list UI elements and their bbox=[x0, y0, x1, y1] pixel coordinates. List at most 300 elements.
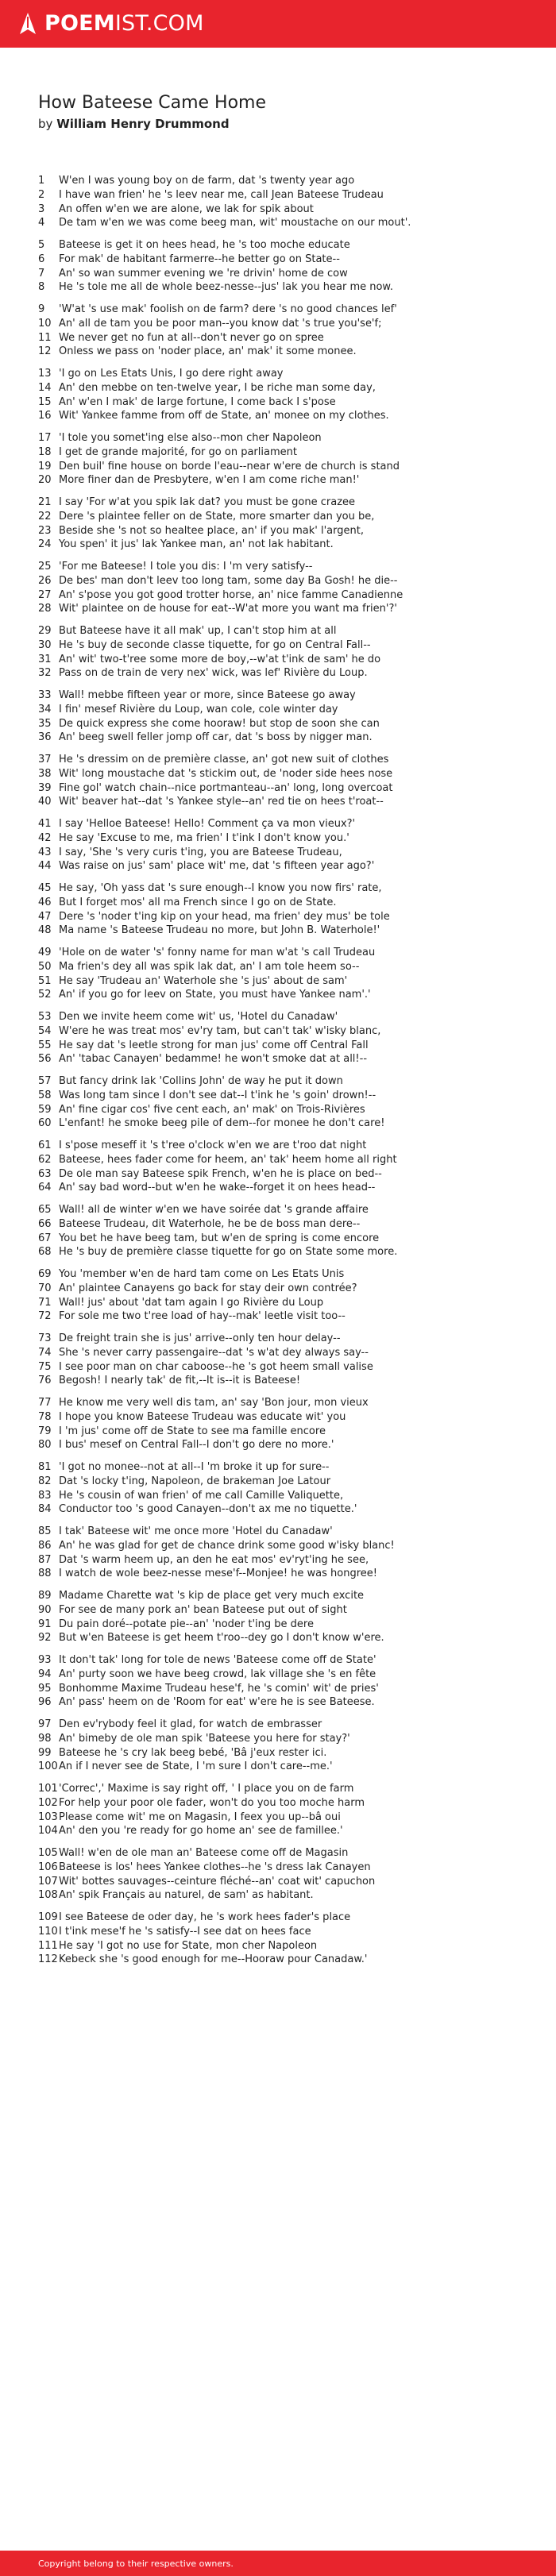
line-number: 22 bbox=[38, 510, 52, 523]
line-number: 21 bbox=[38, 496, 52, 508]
poem-line bbox=[38, 859, 546, 873]
line-text: Was long tam since I don't see dat--I t'ink he 's goin' drown!-- bbox=[59, 1089, 376, 1101]
line-number: 97 bbox=[38, 1718, 52, 1730]
line-number: 70 bbox=[38, 1282, 52, 1294]
line-number: 59 bbox=[38, 1103, 52, 1116]
line-number: 26 bbox=[38, 574, 52, 587]
poem-line bbox=[38, 1203, 546, 1217]
line-text: Please come wit' me on Magasin, I feex you up--bâ oui bbox=[59, 1811, 341, 1823]
line-number: 79 bbox=[38, 1425, 52, 1437]
line-number: 83 bbox=[38, 1489, 52, 1502]
line-number: 54 bbox=[38, 1024, 52, 1037]
line-text: Wall! w'en de ole man an' Bateese come off de Magasin bbox=[59, 1847, 349, 1859]
poem-line bbox=[38, 846, 546, 860]
line-number: 27 bbox=[38, 588, 52, 601]
line-text: He say 'I got no use for State, mon cher Napoleon bbox=[59, 1939, 318, 1952]
poem-line bbox=[38, 1695, 546, 1710]
line-number: 49 bbox=[38, 947, 52, 958]
line-text: De ole man say Bateese spik French, w'en he is place on bed-- bbox=[59, 1167, 382, 1180]
poem-line bbox=[38, 624, 546, 638]
poem-line bbox=[38, 1396, 546, 1410]
line-number: 77 bbox=[38, 1397, 52, 1409]
poem-line bbox=[38, 1732, 546, 1746]
line-number: 56 bbox=[38, 1053, 52, 1066]
poem-line bbox=[38, 1089, 546, 1103]
poem-line bbox=[38, 1846, 546, 1861]
line-number: 98 bbox=[38, 1732, 52, 1745]
poem-line bbox=[38, 1074, 546, 1089]
stanza bbox=[38, 1525, 546, 1581]
poem-line bbox=[38, 1460, 546, 1475]
line-text: Du pain doré--potate pie--an' 'noder t'ing be dere bbox=[59, 1618, 314, 1630]
line-number: 32 bbox=[38, 667, 52, 680]
stanza bbox=[38, 1396, 546, 1452]
line-text: An if I never see de State, I 'm sure I don't care--me.' bbox=[59, 1760, 333, 1773]
line-text: But w'en Bateese is get heem t'roo--dey go I don't know w'ere. bbox=[59, 1632, 384, 1645]
poem-line bbox=[38, 753, 546, 767]
line-text: Dere 's 'noder t'ing kip on your head, ma frien' dey mus' be tole bbox=[59, 910, 390, 923]
poem-line bbox=[38, 974, 546, 989]
poem-line bbox=[38, 795, 546, 809]
line-text: I t'ink mese'f he 's satisfy--I see dat on hees face bbox=[59, 1925, 311, 1938]
poem-line bbox=[38, 896, 546, 910]
line-text: Wit' bottes sauvages--ceinture fléché--an' coat wit' capuchon bbox=[59, 1875, 376, 1888]
line-number: 9 bbox=[38, 303, 45, 315]
line-text: 'I tole you somet'ing else also--mon cher Napoleon bbox=[59, 432, 322, 444]
poem-line bbox=[38, 1232, 546, 1246]
poem-line bbox=[38, 817, 546, 831]
stanza bbox=[38, 946, 546, 1002]
line-text: Fine gol' watch chain--nice portmanteau--an' long, long overcoat bbox=[59, 781, 393, 794]
line-text: It don't tak' long for tole de news 'Bateese come off de State' bbox=[59, 1654, 376, 1666]
line-text: Conductor too 's good Canayen--don't ax me no tiquette.' bbox=[59, 1503, 357, 1516]
line-number: 40 bbox=[38, 796, 52, 808]
logo-text: POEMIST.COM bbox=[44, 11, 204, 36]
line-text: An' so wan summer evening we 're drivin' home de cow bbox=[59, 267, 348, 280]
line-number: 25 bbox=[38, 561, 52, 573]
line-text: An' 'tabac Canayen' bedamme! he won't smoke dat at all!-- bbox=[59, 1053, 368, 1066]
line-number: 75 bbox=[38, 1360, 52, 1373]
poem-line bbox=[38, 1782, 546, 1796]
line-number: 43 bbox=[38, 846, 52, 858]
line-number: 78 bbox=[38, 1410, 52, 1423]
poem-line bbox=[38, 1024, 546, 1039]
line-text: I fin' mesef Rivière du Loup, wan cole, cole winter day bbox=[59, 703, 338, 715]
line-number: 100 bbox=[38, 1760, 58, 1773]
line-text: For see de many pork an' bean Bateese put out of sight bbox=[59, 1603, 347, 1616]
line-number: 15 bbox=[38, 395, 52, 408]
stanza bbox=[38, 560, 546, 616]
line-text: Kebeck she 's good enough for me--Hooraw pour Canadaw.' bbox=[59, 1953, 368, 1966]
line-number: 80 bbox=[38, 1439, 52, 1452]
line-text: You spen' it jus' lak Yankee man, an' not lak habitant. bbox=[59, 538, 334, 551]
line-number: 7 bbox=[38, 267, 45, 280]
poem-line bbox=[38, 1374, 546, 1388]
line-text: Wit' plaintee on de house for eat--W'at more you want ma frien'?' bbox=[59, 603, 397, 615]
line-number: 74 bbox=[38, 1346, 52, 1359]
poem-line bbox=[38, 1116, 546, 1131]
line-number: 10 bbox=[38, 317, 52, 330]
line-text: I see Bateese de oder day, he 's work hees fader's place bbox=[59, 1911, 351, 1923]
line-number: 16 bbox=[38, 410, 52, 422]
line-number: 34 bbox=[38, 703, 52, 715]
quill-icon bbox=[17, 12, 38, 36]
line-number: 60 bbox=[38, 1117, 52, 1130]
line-text: 'For me Bateese! I tole you dis: I 'm very satisfy-- bbox=[59, 561, 313, 573]
poem-line bbox=[38, 1718, 546, 1732]
line-number: 73 bbox=[38, 1332, 52, 1344]
line-number: 67 bbox=[38, 1232, 52, 1244]
line-text: Bateese is get it on hees head, he 's too moche educate bbox=[59, 239, 350, 251]
line-number: 23 bbox=[38, 524, 52, 537]
poem-line bbox=[38, 367, 546, 381]
poem-body bbox=[38, 174, 546, 1975]
poem-line bbox=[38, 1103, 546, 1117]
stanza bbox=[38, 817, 546, 873]
poem-line bbox=[38, 174, 546, 188]
line-text: She 's never carry passengaire--dat 's w'at dey always say-- bbox=[59, 1346, 369, 1359]
line-text: Was raise on jus' sam' place wit' me, dat 's fifteen year ago?' bbox=[59, 860, 375, 873]
line-text: I see poor man on char caboose--he 's got heem small valise bbox=[59, 1360, 373, 1373]
line-text: But fancy drink lak 'Collins John' de way he put it down bbox=[59, 1075, 343, 1087]
line-text: He know me very well dis tam, an' say 'Bon jour, mon vieux bbox=[59, 1397, 369, 1409]
line-number: 104 bbox=[38, 1825, 58, 1838]
line-number: 64 bbox=[38, 1182, 52, 1194]
line-number: 29 bbox=[38, 625, 52, 637]
poem-title: How Bateese Came Home bbox=[38, 93, 267, 113]
poem-line bbox=[38, 574, 546, 588]
stanza bbox=[38, 431, 546, 488]
poem-line bbox=[38, 496, 546, 510]
stanza bbox=[38, 1653, 546, 1710]
poem-line bbox=[38, 1502, 546, 1517]
line-text: Madame Charette wat 's kip de place get very much excite bbox=[59, 1590, 365, 1602]
poem-line bbox=[38, 688, 546, 703]
poem-line bbox=[38, 188, 546, 202]
line-number: 5 bbox=[38, 239, 45, 251]
line-number: 61 bbox=[38, 1140, 52, 1151]
line-number: 94 bbox=[38, 1668, 52, 1680]
line-number: 109 bbox=[38, 1911, 58, 1923]
line-text: Dat 's warm heem up, an den he eat mos' ev'ryt'ing he see, bbox=[59, 1553, 369, 1566]
line-text: Bateese is los' hees Yankee clothes--he 's dress lak Canayen bbox=[59, 1861, 371, 1873]
line-number: 38 bbox=[38, 767, 52, 780]
poem-line bbox=[38, 216, 546, 230]
line-number: 103 bbox=[38, 1811, 58, 1823]
poem-line bbox=[38, 1010, 546, 1024]
line-text: I s'pose meseff it 's t'ree o'clock w'en we are t'roo dat night bbox=[59, 1140, 367, 1151]
poem-line bbox=[38, 473, 546, 488]
line-number: 68 bbox=[38, 1246, 52, 1259]
poem-line bbox=[38, 409, 546, 423]
poem-line bbox=[38, 1245, 546, 1259]
line-text: An' if you go for leev on State, you must have Yankee nam'.' bbox=[59, 989, 371, 1001]
line-text: I get de grande majorité, for go on parliament bbox=[59, 445, 297, 458]
line-text: He say, 'Oh yass dat 's sure enough--I know you now firs' rate, bbox=[59, 882, 382, 894]
line-text: We never get no fun at all--don't never go on spree bbox=[59, 331, 324, 344]
line-text: I hope you know Bateese Trudeau was educate wit' you bbox=[59, 1410, 346, 1423]
line-number: 92 bbox=[38, 1632, 52, 1645]
line-number: 71 bbox=[38, 1296, 52, 1309]
line-text: He 's cousin of wan frien' of me call Camille Valiquette, bbox=[59, 1489, 344, 1502]
stanza bbox=[38, 881, 546, 938]
line-number: 28 bbox=[38, 603, 52, 615]
poem-line bbox=[38, 946, 546, 960]
line-number: 66 bbox=[38, 1217, 52, 1230]
stanza bbox=[38, 1203, 546, 1259]
poem-line bbox=[38, 1603, 546, 1618]
line-text: An' purty soon we have beeg crowd, lak village she 's en fête bbox=[59, 1668, 376, 1680]
stanza bbox=[38, 688, 546, 745]
poem-line bbox=[38, 1796, 546, 1811]
poem-line bbox=[38, 1888, 546, 1903]
line-text: He 's dressim on de première classe, an' got new suit of clothes bbox=[59, 754, 389, 765]
line-text: But I forget mos' all ma French since I go on de State. bbox=[59, 896, 337, 908]
line-number: 18 bbox=[38, 445, 52, 458]
line-number: 62 bbox=[38, 1153, 52, 1166]
line-text: Ma name 's Bateese Trudeau no more, but John B. Waterhole!' bbox=[59, 924, 380, 937]
line-text: An' all de tam you be poor man--you know dat 's true you'se'f; bbox=[59, 317, 382, 330]
line-number: 14 bbox=[38, 381, 52, 394]
stanza bbox=[38, 1911, 546, 1967]
poem-line bbox=[38, 1167, 546, 1182]
line-text: Bateese, hees fader come for heem, an' tak' heem home all right bbox=[59, 1153, 397, 1166]
line-text: An' beeg swell feller jomp off car, dat 's boss by nigger man. bbox=[59, 731, 373, 744]
line-text: Den ev'rybody feel it glad, for watch de embrasser bbox=[59, 1718, 322, 1730]
stanza bbox=[38, 174, 546, 230]
line-number: 99 bbox=[38, 1746, 52, 1759]
poem-line bbox=[38, 1824, 546, 1838]
line-text: He 's buy de seconde classe tiquette, for go on Central Fall-- bbox=[59, 638, 371, 651]
line-number: 90 bbox=[38, 1603, 52, 1616]
line-text: Onless we pass on 'noder place, an' mak' it some monee. bbox=[59, 345, 357, 358]
line-number: 8 bbox=[38, 281, 45, 294]
line-number: 46 bbox=[38, 896, 52, 908]
line-text: For help your poor ole fader, won't do you too moche harm bbox=[59, 1796, 365, 1809]
line-text: Bateese he 's cry lak beeg bebé, 'Bâ j'eux rester ici. bbox=[59, 1746, 327, 1759]
line-number: 48 bbox=[38, 924, 52, 937]
line-text: More finer dan de Presbytere, w'en I am come riche man!' bbox=[59, 474, 360, 487]
line-number: 30 bbox=[38, 638, 52, 651]
poem-line bbox=[38, 1475, 546, 1489]
line-text: An' plaintee Canayens go back for stay deir own contrée? bbox=[59, 1282, 357, 1294]
poem-line bbox=[38, 910, 546, 924]
line-text: Wit' Yankee famme from off de State, an' monee on my clothes. bbox=[59, 410, 389, 422]
poem-line bbox=[38, 1653, 546, 1668]
line-text: Bonhomme Maxime Trudeau hese'f, he 's comin' wit' de pries' bbox=[59, 1682, 379, 1695]
poem-line bbox=[38, 1668, 546, 1682]
poem-line bbox=[38, 1139, 546, 1153]
line-number: 85 bbox=[38, 1525, 52, 1537]
line-number: 19 bbox=[38, 460, 52, 472]
line-text: An' bimeby de ole man spik 'Bateese you here for stay?' bbox=[59, 1732, 350, 1745]
poem-line bbox=[38, 924, 546, 938]
line-number: 33 bbox=[38, 689, 52, 701]
poem-line bbox=[38, 381, 546, 395]
poem-line bbox=[38, 202, 546, 217]
line-text: 'Hole on de water 's' fonny name for man w'at 's call Trudeau bbox=[59, 947, 376, 958]
poem-line bbox=[38, 1489, 546, 1503]
line-text: I 'm jus' come off de State to see ma famille encore bbox=[59, 1425, 326, 1437]
poem-line bbox=[38, 1939, 546, 1953]
poem-line bbox=[38, 445, 546, 460]
line-text: De quick express she come hooraw! but stop de soon she can bbox=[59, 717, 380, 730]
poem-line bbox=[38, 510, 546, 524]
poem-line bbox=[38, 431, 546, 445]
line-text: An' den mebbe on ten-twelve year, I be riche man some day, bbox=[59, 381, 376, 394]
poem-line bbox=[38, 988, 546, 1002]
poem-line bbox=[38, 253, 546, 267]
line-number: 1 bbox=[38, 175, 45, 187]
line-text: De tam w'en we was come beeg man, wit' moustache on our mout'. bbox=[59, 217, 411, 229]
poem-line bbox=[38, 831, 546, 846]
poem-line bbox=[38, 460, 546, 474]
line-number: 107 bbox=[38, 1875, 58, 1888]
line-number: 12 bbox=[38, 345, 52, 358]
line-text: I tak' Bateese wit' me once more 'Hotel du Canadaw' bbox=[59, 1525, 333, 1537]
line-text: He 's tole me all de whole beez-nesse--jus' lak you hear me now. bbox=[59, 281, 393, 294]
line-text: An' say bad word--but w'en he wake--forget it on hees head-- bbox=[59, 1182, 376, 1194]
line-number: 84 bbox=[38, 1503, 52, 1516]
line-number: 96 bbox=[38, 1696, 52, 1709]
line-text: He say 'Excuse to me, ma frien' I t'ink I don't know you.' bbox=[59, 831, 349, 844]
poem-line bbox=[38, 638, 546, 653]
stanza bbox=[38, 1074, 546, 1131]
line-number: 11 bbox=[38, 331, 52, 344]
line-text: De bes' man don't leev too long tam, some day Ba Gosh! he die-- bbox=[59, 574, 398, 587]
line-text: Dere 's plaintee feller on de State, more smarter dan you be, bbox=[59, 510, 375, 523]
stanza bbox=[38, 1718, 546, 1774]
line-text: For mak' de habitant farmerre--he better go on State-- bbox=[59, 253, 340, 265]
poem-line bbox=[38, 538, 546, 552]
line-text: He 's buy de première classe tiquette for go on State some more. bbox=[59, 1246, 398, 1259]
line-text: An' spik Français au naturel, de sam' as habitant. bbox=[59, 1889, 314, 1902]
stanza bbox=[38, 624, 546, 681]
poem-line bbox=[38, 717, 546, 731]
poem-line bbox=[38, 666, 546, 681]
line-text: For sole me two t'ree load of hay--mak' leetle visit too-- bbox=[59, 1310, 346, 1323]
stanza bbox=[38, 753, 546, 809]
poem-line bbox=[38, 1953, 546, 1967]
line-number: 36 bbox=[38, 731, 52, 744]
line-text: An' s'pose you got good trotter horse, an' nice famme Canadienne bbox=[59, 588, 403, 601]
poem-line bbox=[38, 1861, 546, 1875]
stanza bbox=[38, 1139, 546, 1195]
line-text: An' w'en I mak' de large fortune, I come back I s'pose bbox=[59, 395, 336, 408]
line-number: 55 bbox=[38, 1039, 52, 1051]
poem-line bbox=[38, 960, 546, 974]
poem-line bbox=[38, 1811, 546, 1825]
line-text: I say, 'She 's very curis t'ing, you are Bateese Trudeau, bbox=[59, 846, 342, 858]
poem-line bbox=[38, 1438, 546, 1452]
line-text: You bet he have beeg tam, but w'en de spring is come encore bbox=[59, 1232, 380, 1244]
line-number: 39 bbox=[38, 781, 52, 794]
line-text: Wall! mebbe fifteen year or more, since Bateese go away bbox=[59, 689, 356, 701]
line-number: 86 bbox=[38, 1539, 52, 1552]
poem-line bbox=[38, 1425, 546, 1439]
line-text: Den buil' fine house on borde l'eau--near w'ere de church is stand bbox=[59, 460, 400, 472]
line-number: 24 bbox=[38, 538, 52, 551]
line-number: 87 bbox=[38, 1553, 52, 1566]
line-text: Den we invite heem come wit' us, 'Hotel du Canadaw' bbox=[59, 1011, 338, 1023]
line-text: He say dat 's leetle strong for man jus' come off Central Fall bbox=[59, 1039, 369, 1051]
poem-line bbox=[38, 395, 546, 410]
poem-line bbox=[38, 1296, 546, 1310]
poem-line bbox=[38, 588, 546, 603]
line-text: 'W'at 's use mak' foolish on de farm? dere 's no good chances lef' bbox=[59, 303, 397, 315]
poem-line bbox=[38, 1181, 546, 1195]
line-number: 47 bbox=[38, 910, 52, 923]
stanza bbox=[38, 1782, 546, 1838]
poem-line bbox=[38, 1567, 546, 1581]
stanza bbox=[38, 496, 546, 552]
line-number: 88 bbox=[38, 1568, 52, 1580]
line-number: 63 bbox=[38, 1167, 52, 1180]
site-logo[interactable] bbox=[17, 0, 204, 48]
poem-line bbox=[38, 1332, 546, 1346]
byline bbox=[38, 116, 230, 132]
line-text: Bateese Trudeau, dit Waterhole, he be de boss man dere-- bbox=[59, 1217, 361, 1230]
copyright-notice: Copyright belong to their respective owners. bbox=[38, 2558, 234, 2569]
poem-line bbox=[38, 781, 546, 796]
line-number: 53 bbox=[38, 1011, 52, 1023]
stanza bbox=[38, 1267, 546, 1324]
line-number: 45 bbox=[38, 882, 52, 894]
author-link[interactable]: William Henry Drummond bbox=[56, 117, 230, 131]
line-number: 58 bbox=[38, 1089, 52, 1101]
line-number: 112 bbox=[38, 1953, 58, 1966]
line-number: 82 bbox=[38, 1475, 52, 1487]
line-text: Wit' beaver hat--dat 's Yankee style--an' red tie on hees t'roat-- bbox=[59, 796, 384, 808]
line-text: You 'member w'en de hard tam come on Les Etats Unis bbox=[59, 1268, 345, 1280]
line-number: 105 bbox=[38, 1847, 58, 1859]
poem-line bbox=[38, 238, 546, 253]
stanza bbox=[38, 1010, 546, 1066]
line-number: 51 bbox=[38, 974, 52, 987]
poem-line bbox=[38, 1682, 546, 1696]
line-number: 93 bbox=[38, 1654, 52, 1666]
poem-line bbox=[38, 1217, 546, 1232]
poem-line bbox=[38, 1746, 546, 1760]
line-number: 81 bbox=[38, 1461, 52, 1473]
stanza bbox=[38, 1332, 546, 1388]
line-text: Dat 's locky t'ing, Napoleon, de brakeman Joe Latour bbox=[59, 1475, 331, 1487]
line-text: Beside she 's not so healtee place, an' if you mak' l'argent, bbox=[59, 524, 364, 537]
stanza bbox=[38, 1589, 546, 1645]
line-text: Wit' long moustache dat 's stickim out, de 'noder side hees nose bbox=[59, 767, 393, 780]
line-text: 'I go on Les Etats Unis, I go dere right away bbox=[59, 368, 284, 380]
line-number: 6 bbox=[38, 253, 45, 265]
line-text: An' he was glad for get de chance drink some good w'isky blanc! bbox=[59, 1539, 395, 1552]
poem-line bbox=[38, 1875, 546, 1889]
line-number: 42 bbox=[38, 831, 52, 844]
line-number: 50 bbox=[38, 960, 52, 973]
line-text: W'ere he was treat mos' ev'ry tam, but can't tak' w'isky blanc, bbox=[59, 1024, 381, 1037]
line-text: I say 'For w'at you spik lak dat? you must be gone crazee bbox=[59, 496, 356, 508]
site-footer bbox=[0, 2551, 556, 2576]
poem-line bbox=[38, 602, 546, 616]
line-number: 37 bbox=[38, 754, 52, 765]
poem-line bbox=[38, 1553, 546, 1568]
line-number: 44 bbox=[38, 860, 52, 873]
poem-line bbox=[38, 331, 546, 345]
line-number: 57 bbox=[38, 1075, 52, 1087]
line-text: 'I got no monee--not at all--I 'm broke it up for sure-- bbox=[59, 1461, 330, 1473]
poem-line bbox=[38, 1360, 546, 1375]
line-number: 17 bbox=[38, 432, 52, 444]
poem-line bbox=[38, 1039, 546, 1053]
line-number: 89 bbox=[38, 1590, 52, 1602]
